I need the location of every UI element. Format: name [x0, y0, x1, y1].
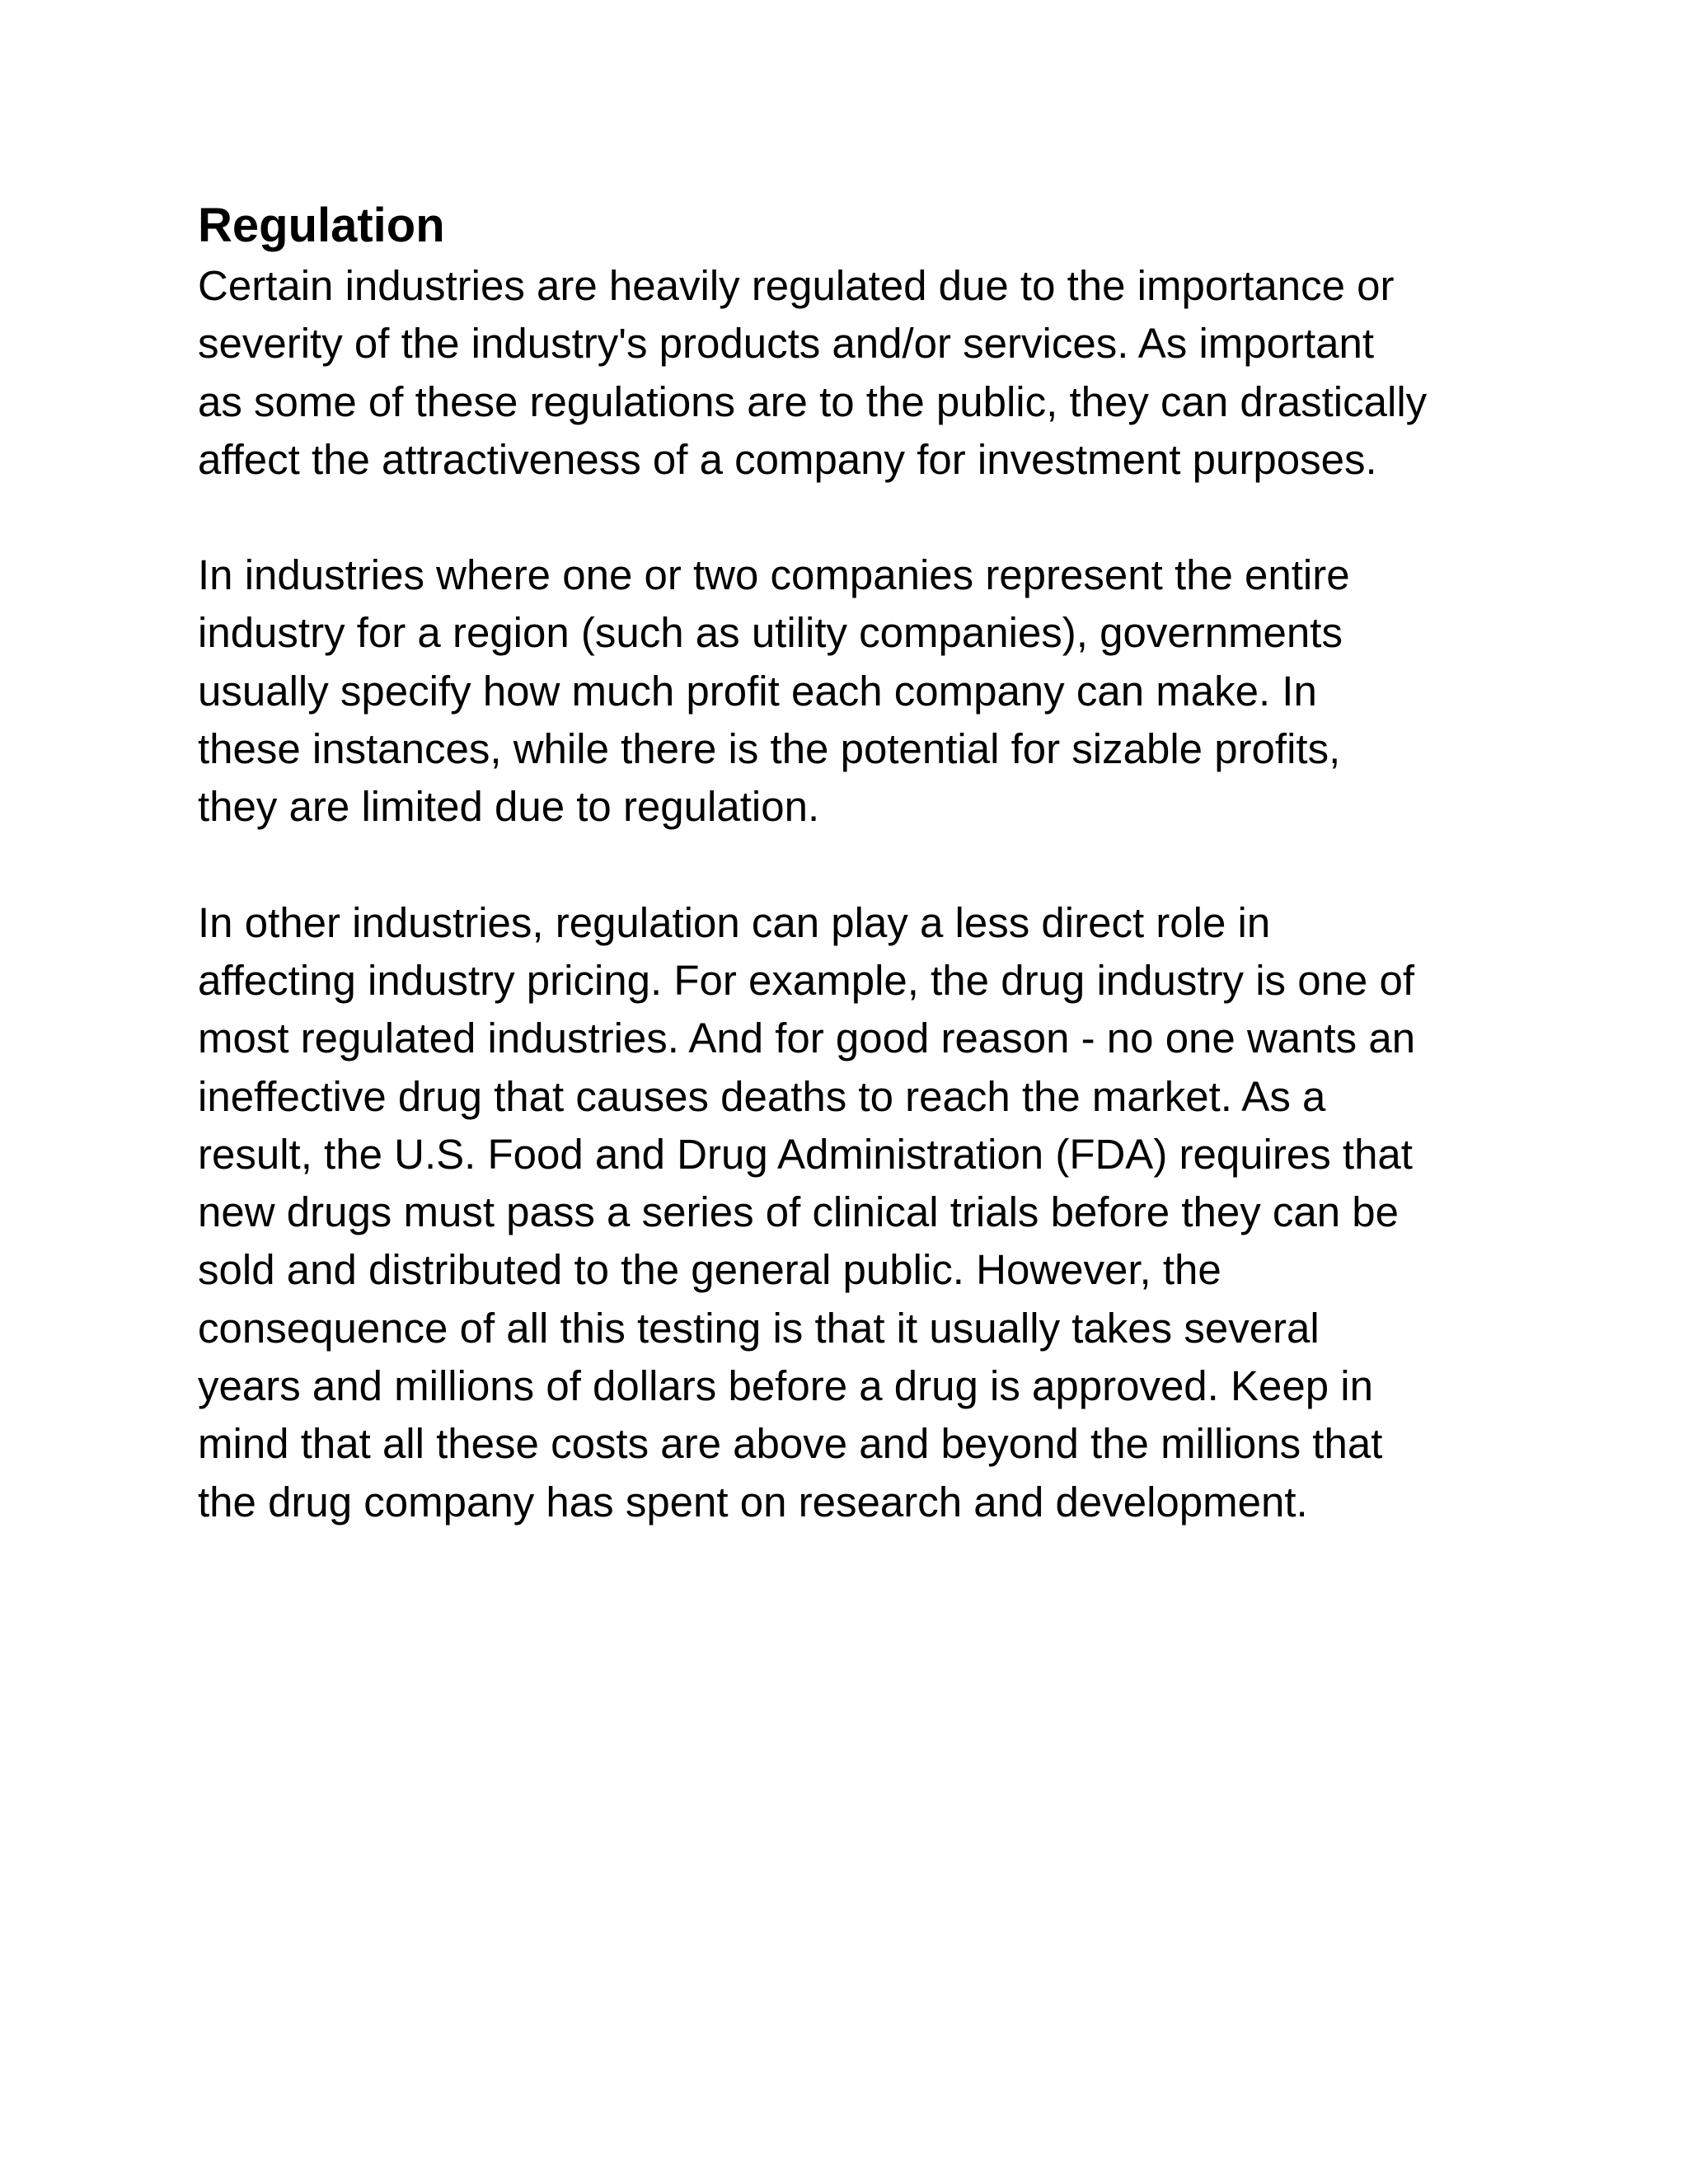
paragraph-1: Certain industries are heavily regulated due to the importance or severity of the industry's products and/or services. As important as some of these regulations are to the public, they can drastically affect the attractiveness of a company for investment purposes.	[198, 262, 1428, 483]
paragraph-2: In industries where one or two companies represent the entire industry for a region (such as utility companies), governments usually specify how much profit each company can make. In these instances, while there is the potential for sizable profits, they are limited due to regulation.	[198, 551, 1350, 831]
document-page	[198, 196, 1550, 1531]
paragraph-3: In other industries, regulation can play a less direct role in affecting industry pricing. For example, the drug industry is one of most regulated industries. And for good reason - no one wants an ineffective drug that causes deaths to reach the market. As a result, the U.S. Food and Drug Administration (FDA) requires that new drugs must pass a series of clinical trials before they can be sold and distributed to the general public. However, the consequence of all this testing is that it usually takes several years and millions of dollars before a drug is approved. Keep in mind that all these costs are above and beyond the millions that the drug company has spent on research and development.	[198, 898, 1416, 1526]
document-title: Regulation	[198, 199, 445, 252]
